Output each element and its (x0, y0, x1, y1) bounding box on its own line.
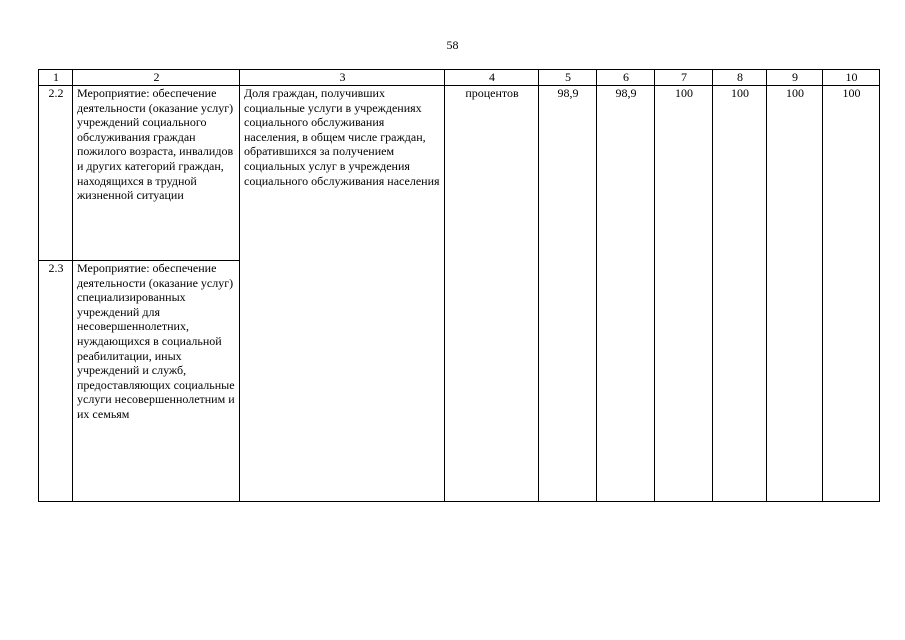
header-cell-9: 9 (767, 70, 823, 86)
value-cell-8: 100 (713, 86, 767, 502)
row-number: 2.2 (39, 86, 73, 261)
header-cell-7: 7 (655, 70, 713, 86)
unit-cell: процентов (445, 86, 539, 502)
indicator-description: Доля граждан, получивших социальные услуги в учреждениях социального обслуживания населения, в общем числе граждан, обратившихся за получением социальных услуг в учреждения социального обслуживания населения (240, 86, 445, 502)
header-cell-8: 8 (713, 70, 767, 86)
header-cell-6: 6 (597, 70, 655, 86)
page-number: 58 (446, 38, 459, 52)
value-cell-6: 98,9 (597, 86, 655, 502)
value-cell-9: 100 (767, 86, 823, 502)
header-cell-4: 4 (445, 70, 539, 86)
table-row (39, 86, 880, 261)
header-row (39, 70, 880, 86)
indicator-table (38, 69, 880, 502)
event-description: Мероприятие: обеспечение деятельности (оказание услуг) учреждений социального обслуживания граждан пожилого возраста, инвалидов и других категорий граждан, находящихся в трудной жизненной ситуации (73, 86, 240, 261)
header-cell-2: 2 (73, 70, 240, 86)
value-cell-7: 100 (655, 86, 713, 502)
header-cell-1: 1 (39, 70, 73, 86)
value-cell-10: 100 (823, 86, 880, 502)
row-number: 2.3 (39, 261, 73, 502)
header-cell-5: 5 (539, 70, 597, 86)
header-cell-10: 10 (823, 70, 880, 86)
event-description: Мероприятие: обеспечение деятельности (оказание услуг) специализированных учреждений для несовершеннолетних, нуждающихся в социальной реабилитации, иных учреждений и служб, предоставляющих социальные услуги несовершеннолетним и их семьям (73, 261, 240, 502)
value-cell-5: 98,9 (539, 86, 597, 502)
header-cell-3: 3 (240, 70, 445, 86)
